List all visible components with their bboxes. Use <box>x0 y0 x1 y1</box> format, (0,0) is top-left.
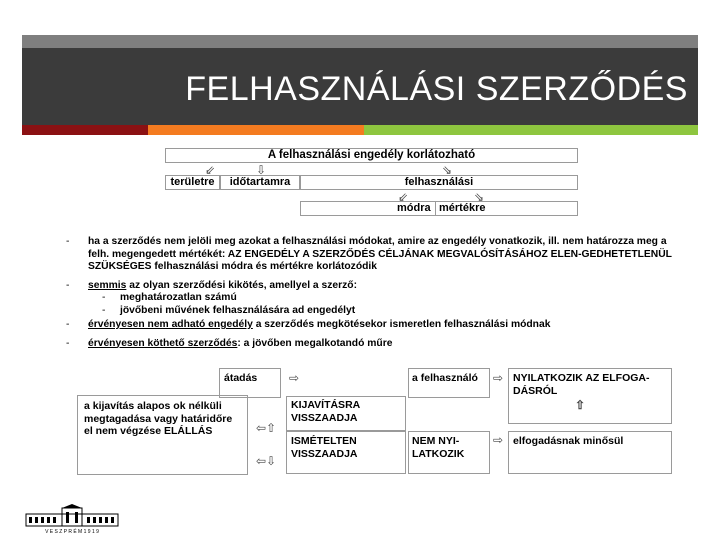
list-item: - ha a szerződés nem jelöli meg azokat a felhasználási módokat, amire az engedély vonatkozik, ill. nem határozza meg a felh. megengedett mértékét: AZ ENGEDÉLY A SZERZŐDÉS CÉLJÁNAK MEGVALÓSÍTÁSÁHOZ ELEN-GEDHETETLENÜL SZÜKSÉGES felhasználási módra és mértékre korlátozódik <box>66 236 672 272</box>
time-box <box>220 175 300 190</box>
arrow-down-left-icon: ⇙ <box>205 163 216 177</box>
arrow-left-down-icon: ⇦⇩ <box>256 454 277 468</box>
return-fix-label: KIJAVÍTÁSRA VISSZAADJA <box>291 399 360 424</box>
header-top-bar <box>22 35 698 48</box>
no-declaration-label: NEM NYI-LATKOZIK <box>412 435 465 460</box>
bullet-list <box>66 236 686 350</box>
accent-stripe-orange <box>148 125 364 135</box>
accepted-label: elfogadásnak minősül <box>513 435 624 447</box>
mode-label: módra <box>397 202 431 214</box>
time-label: időtartamra <box>229 176 291 188</box>
arrow-down-right-icon: ⇘ <box>442 163 453 177</box>
building-icon <box>24 504 120 534</box>
delivery-box <box>219 368 281 398</box>
university-logo <box>24 504 120 534</box>
user-box <box>408 368 490 398</box>
accepted-box <box>508 431 672 474</box>
territory-box <box>165 175 220 190</box>
usage-box <box>300 175 578 190</box>
arrow-down-icon: ⇩ <box>256 163 267 177</box>
arrow-right-icon-2: ⇨ <box>493 371 504 385</box>
declares-label: NYILATKOZIK AZ ELFOGA-DÁSRÓL <box>513 372 650 397</box>
arrow-down-right-icon-2: ⇘ <box>474 190 485 204</box>
accent-stripe-red <box>22 125 148 135</box>
list-item: - érvényesen nem adható engedély a szerződés megkötésekor ismeretlen felhasználási módnak <box>66 319 551 330</box>
user-label: a felhasználó <box>412 372 478 384</box>
extent-label: mértékre <box>439 202 486 214</box>
usage-label: felhasználási <box>404 176 474 188</box>
territory-label: területre <box>170 176 215 188</box>
list-item: - érvényesen köthető szerződés: a jövőben megalkotandó műre <box>66 337 393 349</box>
arrow-right-icon-3: ⇨ <box>493 433 504 447</box>
page-title: FELHASZNÁLÁSI SZERZŐDÉS <box>185 70 688 108</box>
no-declaration-box <box>408 431 490 474</box>
return-again-box <box>286 431 406 474</box>
accent-stripe-green <box>364 125 698 135</box>
arrow-down-left-icon-2: ⇙ <box>398 190 409 204</box>
declares-box <box>508 368 672 424</box>
withdrawal-box <box>77 395 248 475</box>
arrow-right-icon: ⇨ <box>289 371 300 385</box>
restriction-title-box <box>165 148 578 163</box>
list-item: - semmis az olyan szerződési kikötés, amellyel a szerző: <box>66 279 357 291</box>
delivery-label: átadás <box>224 372 258 384</box>
arrow-up-icon: ⇧ <box>575 398 586 412</box>
list-subitem: - meghatározatlan számú <box>102 292 237 303</box>
arrow-left-up-icon: ⇦⇧ <box>256 421 277 435</box>
header-bar <box>22 48 698 125</box>
logo-caption: V E S Z P R É M 1 9 1 9 <box>45 529 99 534</box>
return-fix-box <box>286 396 406 431</box>
withdrawal-text: a kijavítás alapos ok nélküli megtagadása vagy határidőre el nem végzése ELÁLLÁS <box>84 400 233 437</box>
list-subitem: - jövőbeni művének felhasználására ad engedélyt <box>102 304 356 316</box>
return-again-label: ISMÉTELTEN VISSZAADJA <box>291 435 358 460</box>
mode-extent-divider <box>435 201 436 216</box>
mode-extent-box <box>300 201 578 216</box>
restriction-title: A felhasználási engedély korlátozható <box>267 149 476 161</box>
